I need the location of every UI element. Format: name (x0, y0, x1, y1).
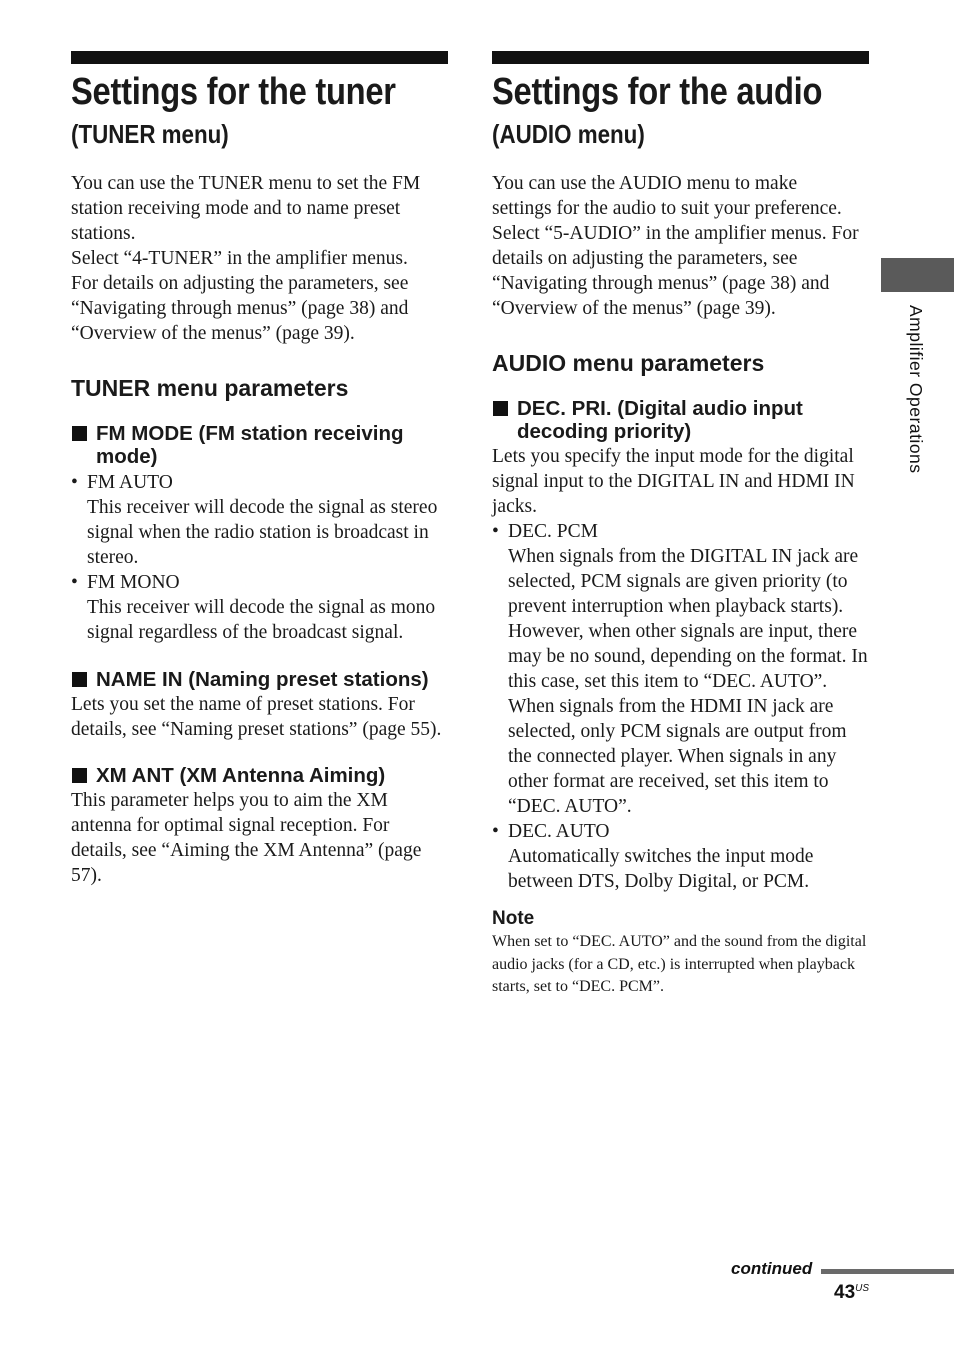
tuner-subtitle: (TUNER menu) (71, 119, 229, 149)
fm-auto-desc: This receiver will decode the signal as stereo signal when the radio station is broadcast in stereo. (87, 497, 438, 568)
dec-pcm-label: DEC. PCM (508, 521, 598, 542)
tuner-title: Settings for the tuner (71, 71, 396, 113)
dec-pcm-item: • DEC. PCM When signals from the DIGITAL IN jack are selected, PCM signals are given priority (to prevent interruption when playback starts). However, when other signals are input, there may be no sound, depending on the format. In this case, set this item to “DEC. AUTO”. When signals from the HDMI IN jack are selected, only PCM signals are output from the connected player. When signals in any other format are received, set this item to “DEC. AUTO”. (492, 521, 868, 817)
square-bullet-icon (493, 401, 508, 416)
intro-line: Select “5-AUDIO” in the amplifier menus. For (492, 223, 859, 244)
tuner-params-heading: TUNER menu parameters (71, 375, 349, 401)
page-suffix: US (855, 1283, 870, 1294)
continued-bar (821, 1269, 954, 1274)
intro-line: You can use the AUDIO menu to make (492, 173, 798, 194)
dec-pcm-desc: When signals from the DIGITAL IN jack are selected, PCM signals are given priority (to prevent interruption when playback starts). However, when other signals are input, there may be no sound, depending on the format. In this case, set this item to “DEC. AUTO”. When signals from the HDMI IN jack are selected, only PCM signals are output from the connected player. When signals in any other format are received, set this item to “DEC. AUTO”. (508, 546, 868, 817)
dec-pri-desc: Lets you specify the input mode for the digital signal input to the DIGITAL IN and HDMI IN jacks. (492, 446, 855, 517)
audio-intro (492, 171, 869, 321)
page-number: $43^{US}$ (834, 1282, 870, 1303)
tuner-intro (71, 171, 448, 346)
audio-column (492, 51, 869, 999)
intro-line: Select “4-TUNER” in the amplifier menus. (71, 248, 408, 269)
audio-subtitle: (AUDIO menu) (492, 119, 645, 149)
fm-mono-item: • FM MONO This receiver will decode the signal as mono signal regardless of the broadcast signal. (71, 570, 448, 645)
intro-line: “Navigating through menus” (page 38) and (71, 298, 409, 319)
audio-params-heading: AUDIO menu parameters (492, 350, 765, 376)
square-bullet-icon (72, 672, 87, 687)
intro-line: settings for the audio to suit your preference. (492, 198, 842, 219)
intro-line: “Overview of the menus” (page 39). (71, 323, 355, 344)
fm-auto-item: • FM AUTO This receiver will decode the signal as stereo signal when the radio station is broadcast in stereo. (71, 470, 448, 570)
intro-line: details on adjusting the parameters, see (492, 248, 798, 269)
xm-ant-desc: This parameter helps you to aim the XM antenna for optimal signal reception. For details, see “Aiming the XM Antenna” (page 57). (71, 790, 422, 886)
dec-pri-heading: DEC. PRI. (Digital audio input decoding priority) (492, 397, 869, 443)
square-bullet-icon (72, 768, 87, 783)
dec-auto-label: DEC. AUTO (508, 821, 610, 842)
intro-line: “Overview of the menus” (page 39). (492, 298, 776, 319)
section-tab (881, 258, 954, 292)
intro-line: station receiving mode and to name preset (71, 198, 401, 219)
name-in-heading: NAME IN (Naming preset stations) (71, 668, 448, 691)
intro-line: You can use the TUNER menu to set the FM (71, 173, 421, 194)
title-rule (71, 51, 448, 64)
note-heading: Note (492, 908, 535, 929)
note-text: When set to “DEC. AUTO” and the sound from the digital audio jacks (for a CD, etc.) is interrupted when playback starts, set to “DEC. PCM”. (492, 933, 867, 995)
xm-ant-heading: XM ANT (XM Antenna Aiming) (71, 764, 448, 787)
audio-title: Settings for the audio (492, 71, 823, 113)
dec-auto-desc: Automatically switches the input mode between DTS, Dolby Digital, or PCM. (508, 846, 814, 892)
fm-mono-desc: This receiver will decode the signal as mono signal regardless of the broadcast signal. (87, 597, 436, 643)
fm-mono-label: FM MONO (87, 572, 180, 593)
fm-auto-label: FM AUTO (87, 472, 173, 493)
continued-label: continued (731, 1259, 813, 1278)
intro-line: For details on adjusting the parameters, see (71, 273, 409, 294)
name-in-desc: Lets you set the name of preset stations. For details, see “Naming preset stations” (page 55). (71, 694, 442, 740)
dec-auto-item: • DEC. AUTO Automatically switches the input mode between DTS, Dolby Digital, or PCM. (492, 819, 869, 894)
section-side-label: Amplifier Operations (906, 305, 926, 474)
fm-mode-heading: FM MODE (FM station receiving mode) (71, 422, 448, 468)
tuner-column (71, 51, 448, 888)
intro-line: “Navigating through menus” (page 38) and (492, 273, 830, 294)
intro-line: stations. (71, 223, 136, 244)
square-bullet-icon (72, 426, 87, 441)
title-rule (492, 51, 869, 64)
